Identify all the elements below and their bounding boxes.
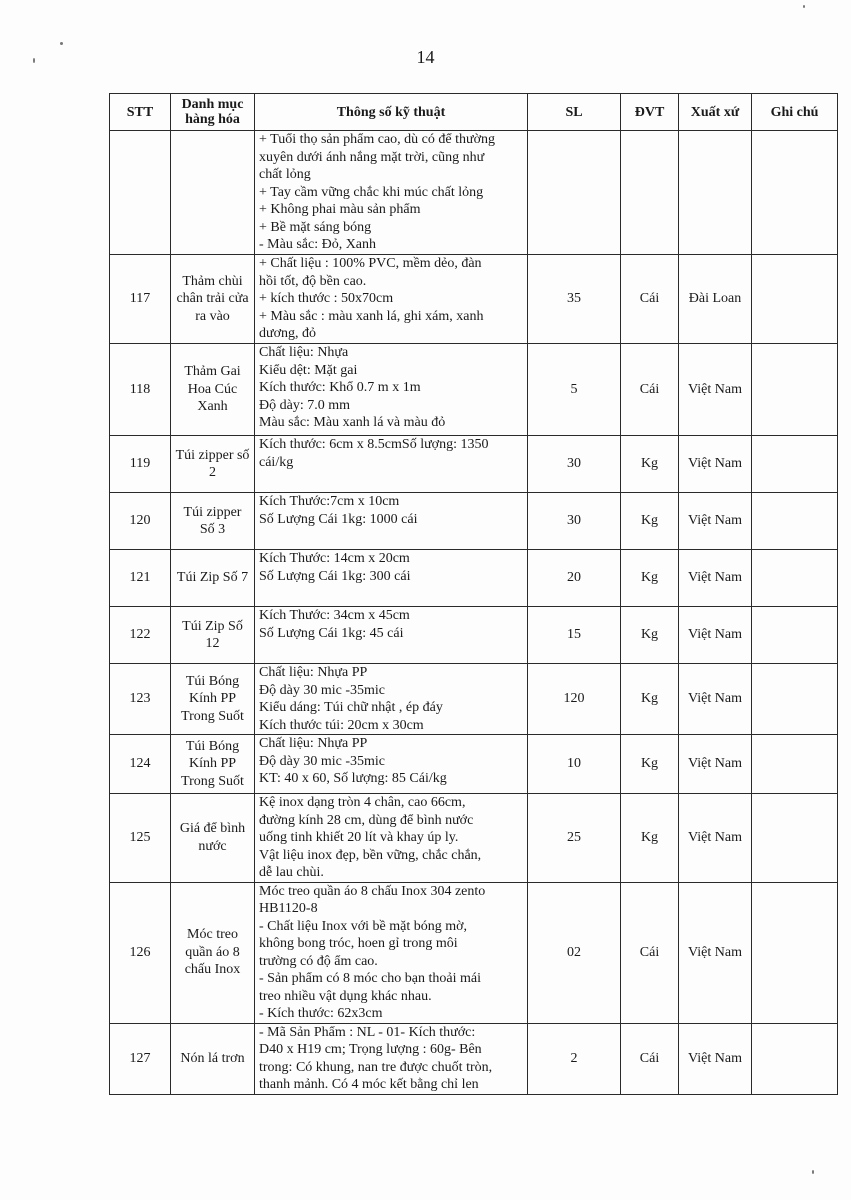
spec-line: Độ dày 30 mic -35mic [259,753,385,769]
table-row [110,131,838,255]
row-spec [255,882,528,1023]
spec-line: D40 x H19 cm; Trọng lượng : 60g- Bên [259,1042,482,1057]
row-stt: 126 [110,882,171,1023]
row-note [752,794,838,883]
spec-line: Kích Thước: 34cm x 45cm [259,608,410,623]
row-unit: Cái [621,344,679,436]
row-spec [255,794,528,883]
row-item-name: Túi Zip Số 12 [171,607,255,664]
row-spec [255,664,528,735]
header-spec: Thông số kỹ thuật [255,94,528,131]
row-note [752,550,838,607]
row-stt: 127 [110,1023,171,1094]
spec-line: + Màu sắc : màu xanh lá, ghi xám, xanh [259,308,484,324]
row-spec [255,735,528,794]
row-spec [255,1023,528,1094]
row-spec [255,550,528,607]
row-qty: 35 [528,255,621,344]
table-row [110,735,838,794]
row-qty: 30 [528,436,621,493]
row-note [752,607,838,664]
spec-line: - Kích thước: 62x3cm [259,1006,383,1021]
row-origin: Việt Nam [679,550,752,607]
table-row [110,607,838,664]
row-unit: Kg [621,493,679,550]
spec-line: Số Lượng Cái 1kg: 300 cái [259,568,411,584]
row-spec [255,607,528,664]
row-item-name: Thảm chùi chân trải cửa ra vào [171,255,255,344]
spec-line: Móc treo quần áo 8 chấu Inox 304 zento [259,883,486,899]
row-origin: Việt Nam [679,607,752,664]
spec-line: đường kính 28 cm, dùng để bình nước [259,812,474,828]
row-spec [255,131,528,255]
spec-line: Màu sắc: Màu xanh lá và màu đỏ [259,415,446,430]
row-unit: Kg [621,735,679,794]
row-stt: 124 [110,735,171,794]
row-note [752,131,838,255]
row-unit: Kg [621,607,679,664]
row-origin: Việt Nam [679,882,752,1023]
row-origin: Việt Nam [679,1023,752,1094]
row-unit [621,131,679,255]
row-unit: Kg [621,794,679,883]
header-origin: Xuất xứ [679,94,752,131]
row-origin: Việt Nam [679,794,752,883]
header-name: Danh mục hàng hóa [171,94,255,131]
spec-line: Chất liệu: Nhựa PP [259,665,368,680]
row-note [752,882,838,1023]
row-stt: 119 [110,436,171,493]
spec-line: xuyên dưới ánh nắng mặt trời, cũng như [259,149,485,165]
row-note [752,493,838,550]
row-note [752,1023,838,1094]
row-item-name: Túi Bóng Kính PP Trong Suốt [171,735,255,794]
goods-table [109,93,838,1095]
spec-line: dương, đỏ [259,326,316,341]
table-row [110,664,838,735]
spec-line: Kiểu dệt: Mặt gai [259,362,358,378]
spec-line: + Chất liệu : 100% PVC, mềm dẻo, đàn [259,256,482,271]
spec-line: treo nhiều vật dụng khác nhau. [259,988,432,1004]
row-stt: 125 [110,794,171,883]
header-qty: SL [528,94,621,131]
row-origin [679,131,752,255]
spec-line: + Tay cầm vững chắc khi múc chất lỏng [259,184,484,200]
row-note [752,436,838,493]
row-spec [255,436,528,493]
row-item-name: Túi zipper Số 3 [171,493,255,550]
row-qty: 02 [528,882,621,1023]
row-item-name: Giá để bình nước [171,794,255,883]
row-stt [110,131,171,255]
spec-line: không bong tróc, hoen gỉ trong môi [259,936,458,951]
spec-line: chất lỏng [259,167,311,182]
table-row [110,882,838,1023]
row-stt: 117 [110,255,171,344]
spec-line: dễ lau chùi. [259,865,324,880]
table-row [110,255,838,344]
table-row [110,493,838,550]
row-note [752,735,838,794]
row-origin: Việt Nam [679,735,752,794]
row-item-name: Túi Bóng Kính PP Trong Suốt [171,664,255,735]
header-unit: ĐVT [621,94,679,131]
row-unit: Cái [621,255,679,344]
row-note [752,255,838,344]
row-qty: 30 [528,493,621,550]
spec-line: + Tuổi thọ sản phẩm cao, dù có để thường [259,132,495,147]
row-stt: 121 [110,550,171,607]
row-item-name: Túi zipper số 2 [171,436,255,493]
spec-line: Kích thước: Khổ 0.7 m x 1m [259,380,421,395]
spec-line: Kiểu dáng: Túi chữ nhật , ép đáy [259,700,443,715]
row-origin: Việt Nam [679,436,752,493]
row-item-name [171,131,255,255]
row-qty: 10 [528,735,621,794]
page-number: 14 [416,47,435,67]
spec-line: Độ dày 30 mic -35mic [259,682,385,698]
header-stt: STT [110,94,171,131]
header-note: Ghi chú [752,94,838,131]
spec-line: Kệ inox dạng tròn 4 chân, cao 66cm, [259,795,466,810]
row-note [752,664,838,735]
spec-line: Độ dày: 7.0 mm [259,397,350,413]
row-item-name: Nón lá trơn [171,1023,255,1094]
row-unit: Cái [621,1023,679,1094]
spec-line: Kích thước: 6cm x 8.5cmSố lượng: 1350 [259,437,489,452]
spec-line: + kích thước : 50x70cm [259,291,394,306]
row-item-name: Thảm Gai Hoa Cúc Xanh [171,344,255,436]
spec-line: Vật liệu inox đẹp, bền vững, chắc chắn, [259,847,482,863]
row-unit: Kg [621,436,679,493]
row-stt: 118 [110,344,171,436]
row-qty: 5 [528,344,621,436]
row-qty: 25 [528,794,621,883]
row-qty: 2 [528,1023,621,1094]
table-body [110,131,838,1095]
spec-line: trường có độ ẩm cao. [259,953,378,969]
row-qty: 20 [528,550,621,607]
row-spec [255,493,528,550]
row-item-name: Túi Zip Số 7 [171,550,255,607]
spec-line: Kích thước túi: 20cm x 30cm [259,717,424,733]
table-row [110,794,838,883]
row-unit: Kg [621,550,679,607]
spec-line: - Màu sắc: Đỏ, Xanh [259,237,377,252]
row-spec [255,344,528,436]
spec-line: Chất liệu: Nhựa [259,345,349,360]
spec-line: - Chất liệu Inox với bề mặt bóng mờ, [259,918,468,934]
spec-line: HB1120-8 [259,901,318,916]
spec-line: uống tinh khiết 20 lít và khay úp ly. [259,830,459,845]
spec-line: KT: 40 x 60, Số lượng: 85 Cái/kg [259,771,447,786]
spec-line: hồi tốt, độ bền cao. [259,273,367,289]
spec-line: Chất liệu: Nhựa PP [259,736,368,751]
spec-line: trong: Có khung, nan tre được chuốt tròn, [259,1059,493,1075]
spec-line: Số Lượng Cái 1kg: 45 cái [259,625,404,641]
table-row [110,344,838,436]
row-origin: Đài Loan [679,255,752,344]
row-stt: 122 [110,607,171,664]
row-origin: Việt Nam [679,344,752,436]
spec-line: Kích Thước: 14cm x 20cm [259,551,410,566]
row-unit: Cái [621,882,679,1023]
row-qty: 15 [528,607,621,664]
spec-line: - Sản phẩm có 8 móc cho bạn thoải mái [259,971,481,986]
row-item-name: Móc treo quần áo 8 chấu Inox [171,882,255,1023]
row-spec [255,255,528,344]
row-origin: Việt Nam [679,664,752,735]
table-row [110,550,838,607]
row-origin: Việt Nam [679,493,752,550]
spec-line: thanh mảnh. Có 4 móc kết bằng chỉ len [259,1077,479,1092]
spec-line: + Không phai màu sản phẩm [259,202,421,217]
header-row [110,94,838,131]
row-unit: Kg [621,664,679,735]
spec-line: Số Lượng Cái 1kg: 1000 cái [259,511,418,527]
row-stt: 120 [110,493,171,550]
spec-line: - Mã Sản Phẩm : NL - 01- Kích thước: [259,1024,476,1040]
table-row [110,1023,838,1094]
row-qty [528,131,621,255]
row-stt: 123 [110,664,171,735]
row-qty: 120 [528,664,621,735]
spec-line: Kích Thước:7cm x 10cm [259,494,400,509]
row-note [752,344,838,436]
spec-line: + Bề mặt sáng bóng [259,219,372,235]
spec-line: cái/kg [259,454,294,470]
table-row [110,436,838,493]
